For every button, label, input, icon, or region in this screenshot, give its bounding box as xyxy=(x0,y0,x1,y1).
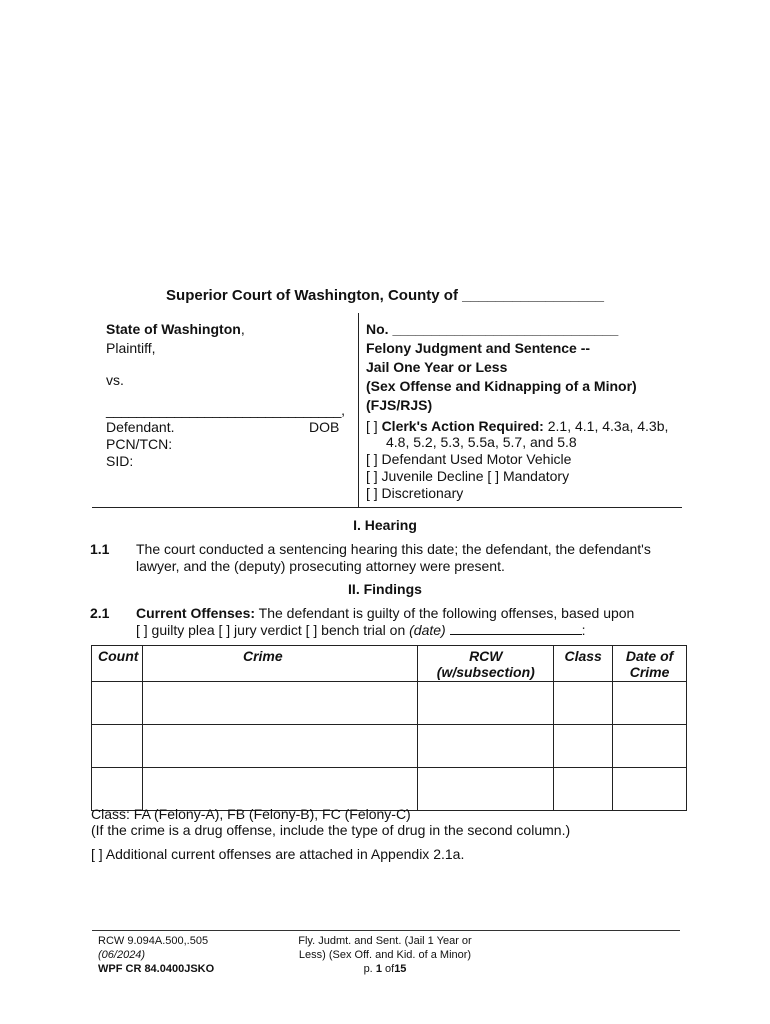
footer-divider xyxy=(92,930,680,931)
footer-page-of: of xyxy=(385,963,395,975)
court-title: Superior Court of Washington, County of _________________ xyxy=(166,287,604,304)
footer-page-total: 15 xyxy=(394,963,407,975)
current-offenses-text: The defendant is guilty of the following offenses, based upon xyxy=(258,605,635,621)
para-1-1-line2: lawyer, and the (deputy) prosecuting attorney were present. xyxy=(136,558,505,574)
header-date-of-crime: Date of Crime xyxy=(613,646,687,682)
header-crime: Crime xyxy=(142,646,417,682)
footer-page xyxy=(270,962,500,976)
para-2-1-text xyxy=(136,605,634,639)
dob-label: DOB xyxy=(309,419,340,435)
rcw-cell[interactable] xyxy=(418,725,554,768)
clerk-action-label: Clerk's Action Required: xyxy=(381,418,544,434)
footer-page-number: 1 xyxy=(375,963,382,975)
verdict-options[interactable]: [ ] guilty plea [ ] jury verdict [ ] bench trial on xyxy=(136,622,406,638)
class-cell[interactable] xyxy=(554,768,613,811)
date-colon: : xyxy=(581,622,586,638)
para-1-1-line1: The court conducted a sentencing hearing this date; the defendant, the defendant's xyxy=(136,541,651,557)
rcw-cell[interactable] xyxy=(418,768,554,811)
case-number: No. _____________________________ xyxy=(366,321,619,337)
doc-title-line1: Felony Judgment and Sentence -- xyxy=(366,340,591,356)
pcn-label: PCN/TCN: xyxy=(106,436,173,452)
header-rcw: RCW (w/subsection) xyxy=(418,646,554,682)
table-row xyxy=(92,682,687,725)
doc-title-line4: (FJS/RJS) xyxy=(366,397,433,413)
offense-table xyxy=(91,645,687,811)
date-cell[interactable] xyxy=(613,768,687,811)
drug-note: (If the crime is a drug offense, include the type of drug in the second column.) xyxy=(91,822,571,838)
additional-offenses-checkbox[interactable]: [ ] Additional current offenses are attached in Appendix 2.1a. xyxy=(91,846,465,862)
section-hearing-heading: I. Hearing xyxy=(353,517,417,533)
class-legend: Class: FA (Felony-A), FB (Felony-B), FC (Felony-C) xyxy=(91,806,411,822)
crime-cell[interactable] xyxy=(142,725,417,768)
date-cell[interactable] xyxy=(613,725,687,768)
doc-title-line3: (Sex Offense and Kidnapping of a Minor) xyxy=(366,378,637,394)
defendant-name-line: _______________________________, xyxy=(106,402,345,418)
para-1-1-number: 1.1 xyxy=(90,541,110,557)
motor-vehicle-checkbox[interactable]: [ ] Defendant Used Motor Vehicle xyxy=(366,451,572,467)
count-cell[interactable] xyxy=(92,725,143,768)
table-row xyxy=(92,768,687,811)
footer-rcw: RCW 9.094A.500,.505 xyxy=(98,935,209,947)
plaintiff-label: Plaintiff, xyxy=(106,340,156,356)
date-blank[interactable] xyxy=(450,622,582,635)
state-comma: , xyxy=(240,321,245,337)
offense-table-header-row xyxy=(92,646,687,682)
juvenile-decline-checkbox[interactable]: [ ] Juvenile Decline [ ] Mandatory xyxy=(366,468,570,484)
state-name: State of Washington xyxy=(106,321,241,337)
caption-horizontal-divider xyxy=(92,507,682,508)
crime-cell[interactable] xyxy=(142,682,417,725)
count-cell[interactable] xyxy=(92,768,143,811)
crime-cell[interactable] xyxy=(142,768,417,811)
clerk-sections-1: 2.1, 4.1, 4.3a, 4.3b, xyxy=(547,418,669,434)
class-cell[interactable] xyxy=(554,682,613,725)
sid-label: SID: xyxy=(106,453,134,469)
header-count: Count xyxy=(92,646,143,682)
discretionary-checkbox[interactable]: [ ] Discretionary xyxy=(366,485,464,501)
header-class: Class xyxy=(554,646,613,682)
rcw-cell[interactable] xyxy=(418,682,554,725)
footer-title-line2: Less) (Sex Off. and Kid. of a Minor) xyxy=(298,949,472,961)
clerk-checkbox[interactable]: [ ] xyxy=(366,418,378,434)
date-cell[interactable] xyxy=(613,682,687,725)
clerk-sections-2: 4.8, 5.2, 5.3, 5.5a, 5.7, and 5.8 xyxy=(386,434,577,450)
class-cell[interactable] xyxy=(554,725,613,768)
caption-left xyxy=(106,320,245,358)
footer-center xyxy=(270,934,500,976)
footer-page-prefix: p. xyxy=(363,963,373,975)
current-offenses-label: Current Offenses: xyxy=(136,605,256,621)
defendant-label: Defendant. xyxy=(106,419,175,435)
footer-form-id: WPF CR 84.0400JSKO xyxy=(98,963,215,975)
footer-left xyxy=(98,934,214,976)
doc-title-line2: Jail One Year or Less xyxy=(366,359,508,375)
para-2-1-number: 2.1 xyxy=(90,605,110,621)
footer-date: (06/2024) xyxy=(98,949,146,961)
vs-label: vs. xyxy=(106,372,124,388)
date-label: (date) xyxy=(409,622,446,638)
caption-vertical-divider xyxy=(358,313,359,507)
footer-title-line1: Fly. Judmt. and Sent. (Jail 1 Year or xyxy=(298,935,472,947)
section-findings-heading: II. Findings xyxy=(348,581,422,597)
count-cell[interactable] xyxy=(92,682,143,725)
para-1-1-text xyxy=(136,541,651,575)
table-row xyxy=(92,725,687,768)
